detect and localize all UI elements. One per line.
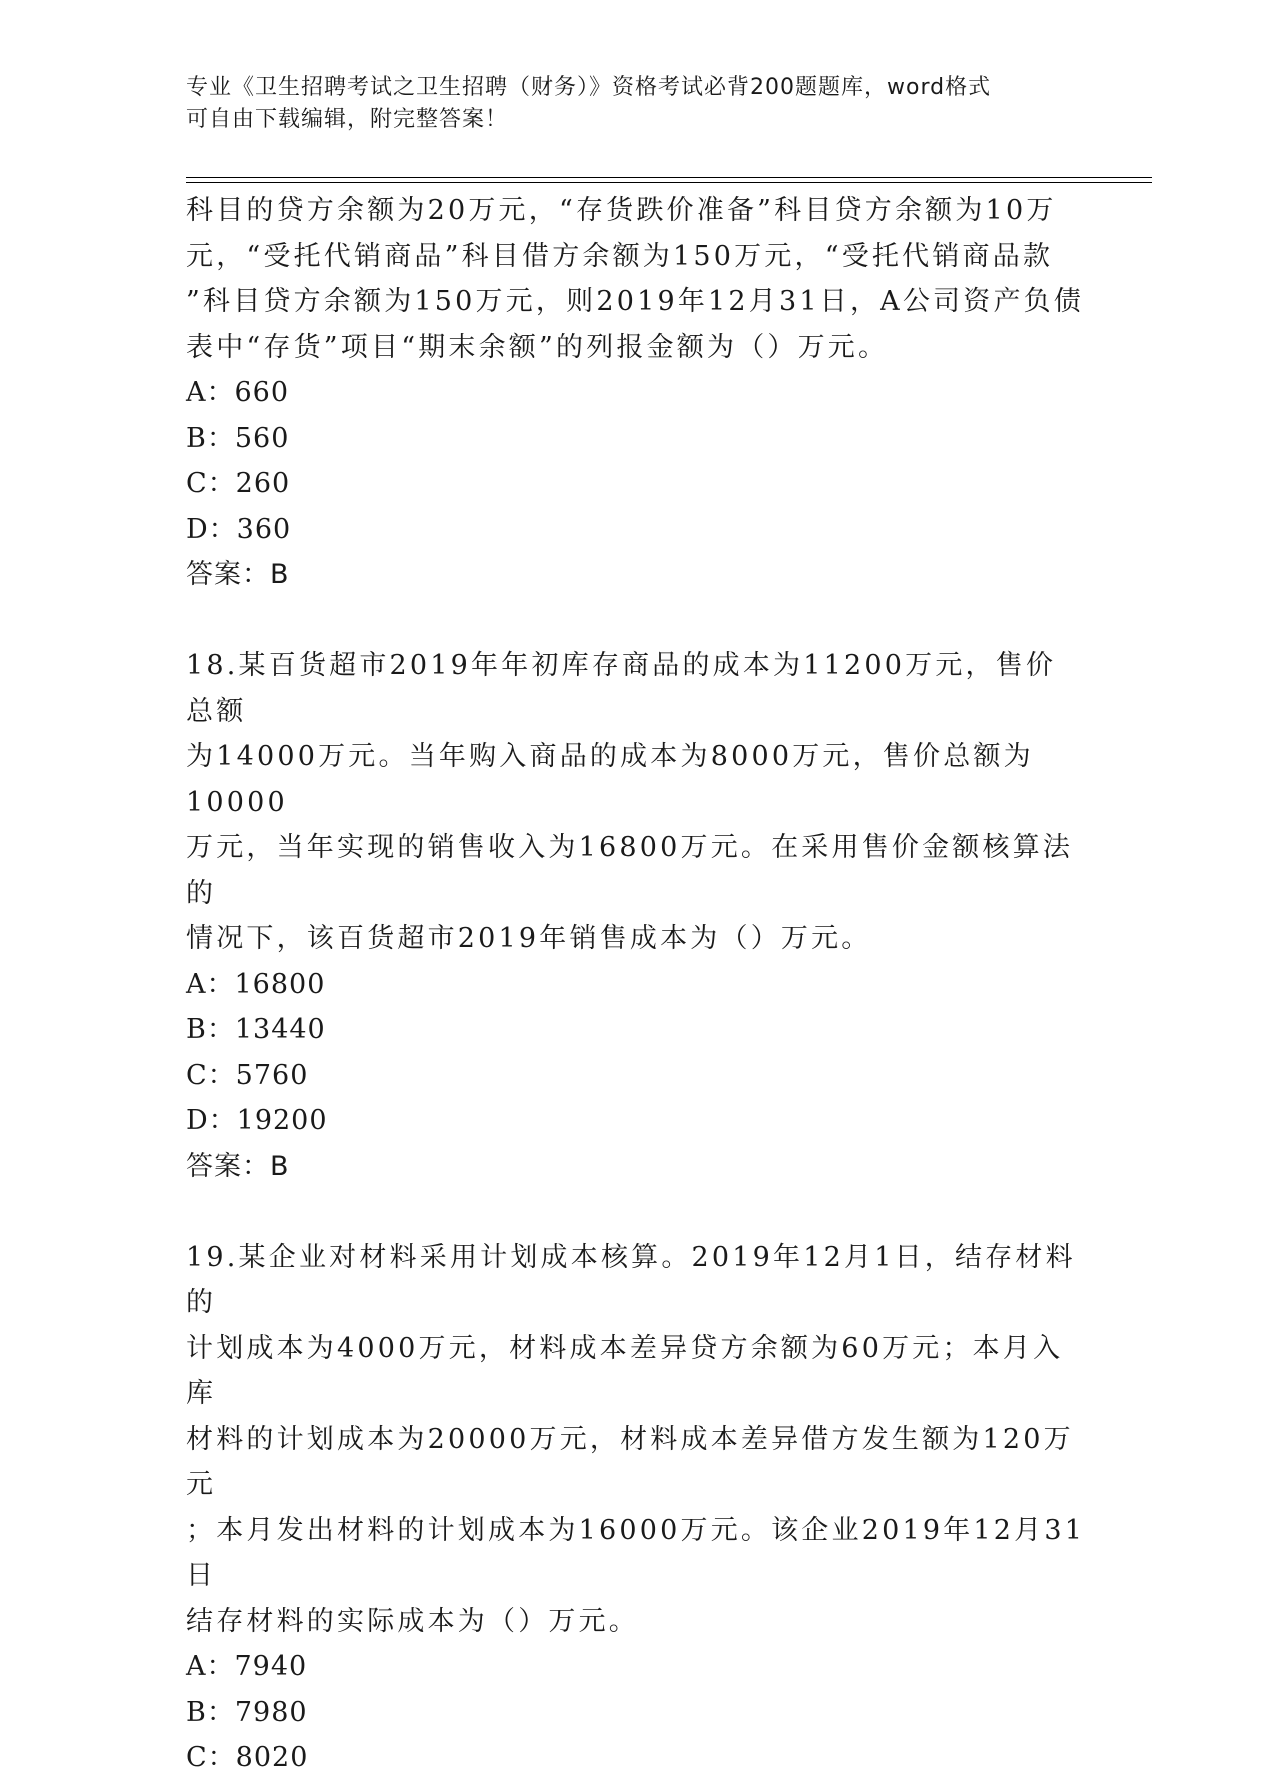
question-text-line: 结存材料的实际成本为（）万元。 <box>186 1605 639 1637</box>
question-19 <box>186 1235 1086 1781</box>
spacer <box>186 1189 1086 1235</box>
header-divider <box>186 177 1152 183</box>
option-d: D：19200 <box>186 1105 328 1136</box>
option-a: A：660 <box>186 377 290 408</box>
question-text-line: 万元，当年实现的销售收入为16800万元。在采用售价金额核算法的 <box>186 832 1074 909</box>
option-b: B：560 <box>186 422 290 454</box>
question-text-line: 为14000万元。当年购入商品的成本为8000万元，售价总额为10000 <box>186 741 1034 818</box>
option-c: C：5760 <box>186 1059 309 1091</box>
answer-label: 答案：B <box>186 1150 290 1182</box>
question-text-line: 计划成本为4000万元，材料成本差异贷方余额为60万元；本月入库 <box>186 1332 1064 1409</box>
option-c: C：260 <box>186 468 291 499</box>
question-text-line: 表中“存货”项目“期末余额”的列报金额为（）万元。 <box>186 331 889 363</box>
question-text-line: 19.某企业对材料采用计划成本核算。2019年12月1日，结存材料的 <box>186 1241 1076 1318</box>
question-text-line: ”科目贷方余额为150万元，则2019年12月31日，A公司资产负债 <box>186 286 1085 317</box>
question-18 <box>186 643 1086 1189</box>
header-title-line-1: 专业《卫生招聘考试之卫生招聘（财务）》资格考试必背200题题库，word格式 <box>186 75 992 100</box>
option-a: A：16800 <box>186 968 326 1000</box>
question-text-line: ；本月发出材料的计划成本为16000万元。该企业2019年12月31日 <box>186 1514 1086 1591</box>
option-b: B：13440 <box>186 1014 326 1045</box>
option-b: B：7980 <box>186 1696 308 1728</box>
question-text-line: 元，“受托代销商品”科目借方余额为150万元，“受托代销商品款 <box>186 240 1054 272</box>
option-a: A：7940 <box>186 1651 308 1682</box>
option-d: D：360 <box>186 513 292 545</box>
question-text-line: 科目的贷方余额为20万元，“存货跌价准备”科目贷方余额为10万 <box>186 195 1057 226</box>
header-title-line-2: 可自由下载编辑，附完整答案！ <box>186 107 509 132</box>
question-text-line: 情况下，该百货超市2019年销售成本为（）万元。 <box>186 923 872 954</box>
option-c: C：8020 <box>186 1742 309 1773</box>
question-text-line: 材料的计划成本为20000万元，材料成本差异借方发生额为120万元 <box>186 1423 1074 1500</box>
page-header <box>186 72 1066 136</box>
answer-label: 答案：B <box>186 559 290 590</box>
question-text-line: 18.某百货超市2019年年初库存商品的成本为11200万元，售价总额 <box>186 650 1057 727</box>
question-17 <box>186 188 1086 598</box>
spacer <box>186 598 1086 644</box>
document-body <box>186 188 1086 1781</box>
